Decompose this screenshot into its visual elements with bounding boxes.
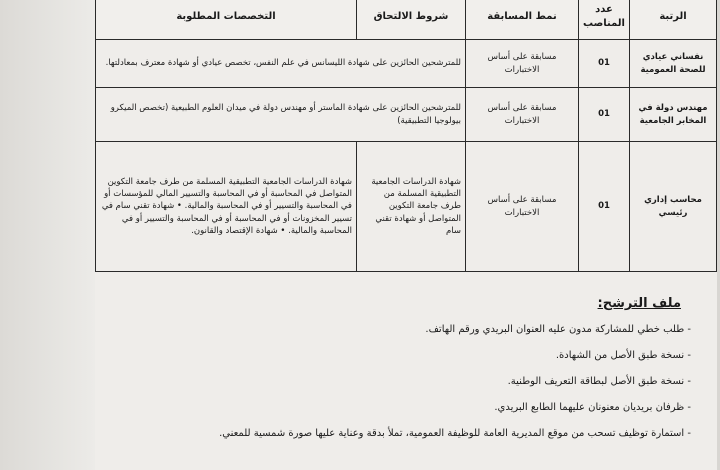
cell-specialties: للمترشحين الحائزين على شهادة الليسانس في علم النفس، تخصص عيادي أو شهادة معترف بمعادلتها. [96, 40, 466, 88]
cell-conditions: شهادة الدراسات الجامعية التطبيقية المسلمة من طرف جامعة التكوين المتواصل أو شهادة تقني سام [357, 142, 466, 272]
cell-positions: 01 [579, 88, 630, 142]
cell-mode: مسابقة على أساس الاختبارات [466, 40, 579, 88]
positions-table [95, 0, 717, 272]
table-row [96, 40, 717, 88]
application-file-title: ملف الترشح: [597, 296, 681, 311]
cell-mode: مسابقة على أساس الاختبارات [466, 142, 579, 272]
list-item: - طلب خطي للمشاركة مدون عليه العنوان البريدي ورقم الهاتف. [425, 324, 691, 335]
cell-specialties: للمترشحين الحائزين على شهادة الماستر أو مهندس دولة في ميدان العلوم الطبيعية (تخصص الميكرو بيولوجيا التطبيقية) [96, 88, 466, 142]
page-left-edge [0, 0, 95, 470]
header-competition-mode: نمط المسابقة [466, 0, 579, 40]
cell-rank: محاسب إداري رئيسي [630, 142, 717, 272]
cell-mode: مسابقة على أساس الاختبارات [466, 88, 579, 142]
list-item: - نسخة طبق الأصل من الشهادة. [555, 350, 691, 361]
list-item: - نسخة طبق الأصل لبطاقة التعريف الوطنية. [507, 376, 691, 387]
table-row [96, 142, 717, 272]
cell-rank: نفساني عيادي للصحة العمومية [630, 40, 717, 88]
table-header-row [96, 0, 717, 40]
list-item: - ظرفان بريديان معنونان عليهما الطابع البريدي. [494, 402, 691, 413]
cell-positions: 01 [579, 40, 630, 88]
header-required-specialties: التخصصات المطلوبة [96, 0, 357, 40]
cell-positions: 01 [579, 142, 630, 272]
header-rank: الرتبة [630, 0, 717, 40]
application-file-list [91, 322, 691, 452]
table-row [96, 88, 717, 142]
list-item: - استمارة توظيف تسحب من موقع المديرية العامة للوظيفة العمومية، تملأ بدقة وعناية عليها صورة شمسية للمعني. [219, 428, 691, 439]
cell-specialties: شهادة الدراسات الجامعية التطبيقية المسلمة من طرف جامعة التكوين المتواصل في المحاسبة أو في المحاسبة والتسيير المالي للمؤسسات أو في المحاسبة والتسيير أو في المحاسبة والمالية. • شهادة تقني سام في تسيير المخزونات أو في المحاسبة أو في المحاسبة والتسيير أو في المحاسبة والمالية. • شهادة الإقتصاد والقانون. [96, 142, 357, 272]
header-access-conditions: شروط الالتحاق [357, 0, 466, 40]
cell-rank: مهندس دولة في المخابر الجامعية [630, 88, 717, 142]
header-positions: عدد المناصب [579, 0, 630, 40]
